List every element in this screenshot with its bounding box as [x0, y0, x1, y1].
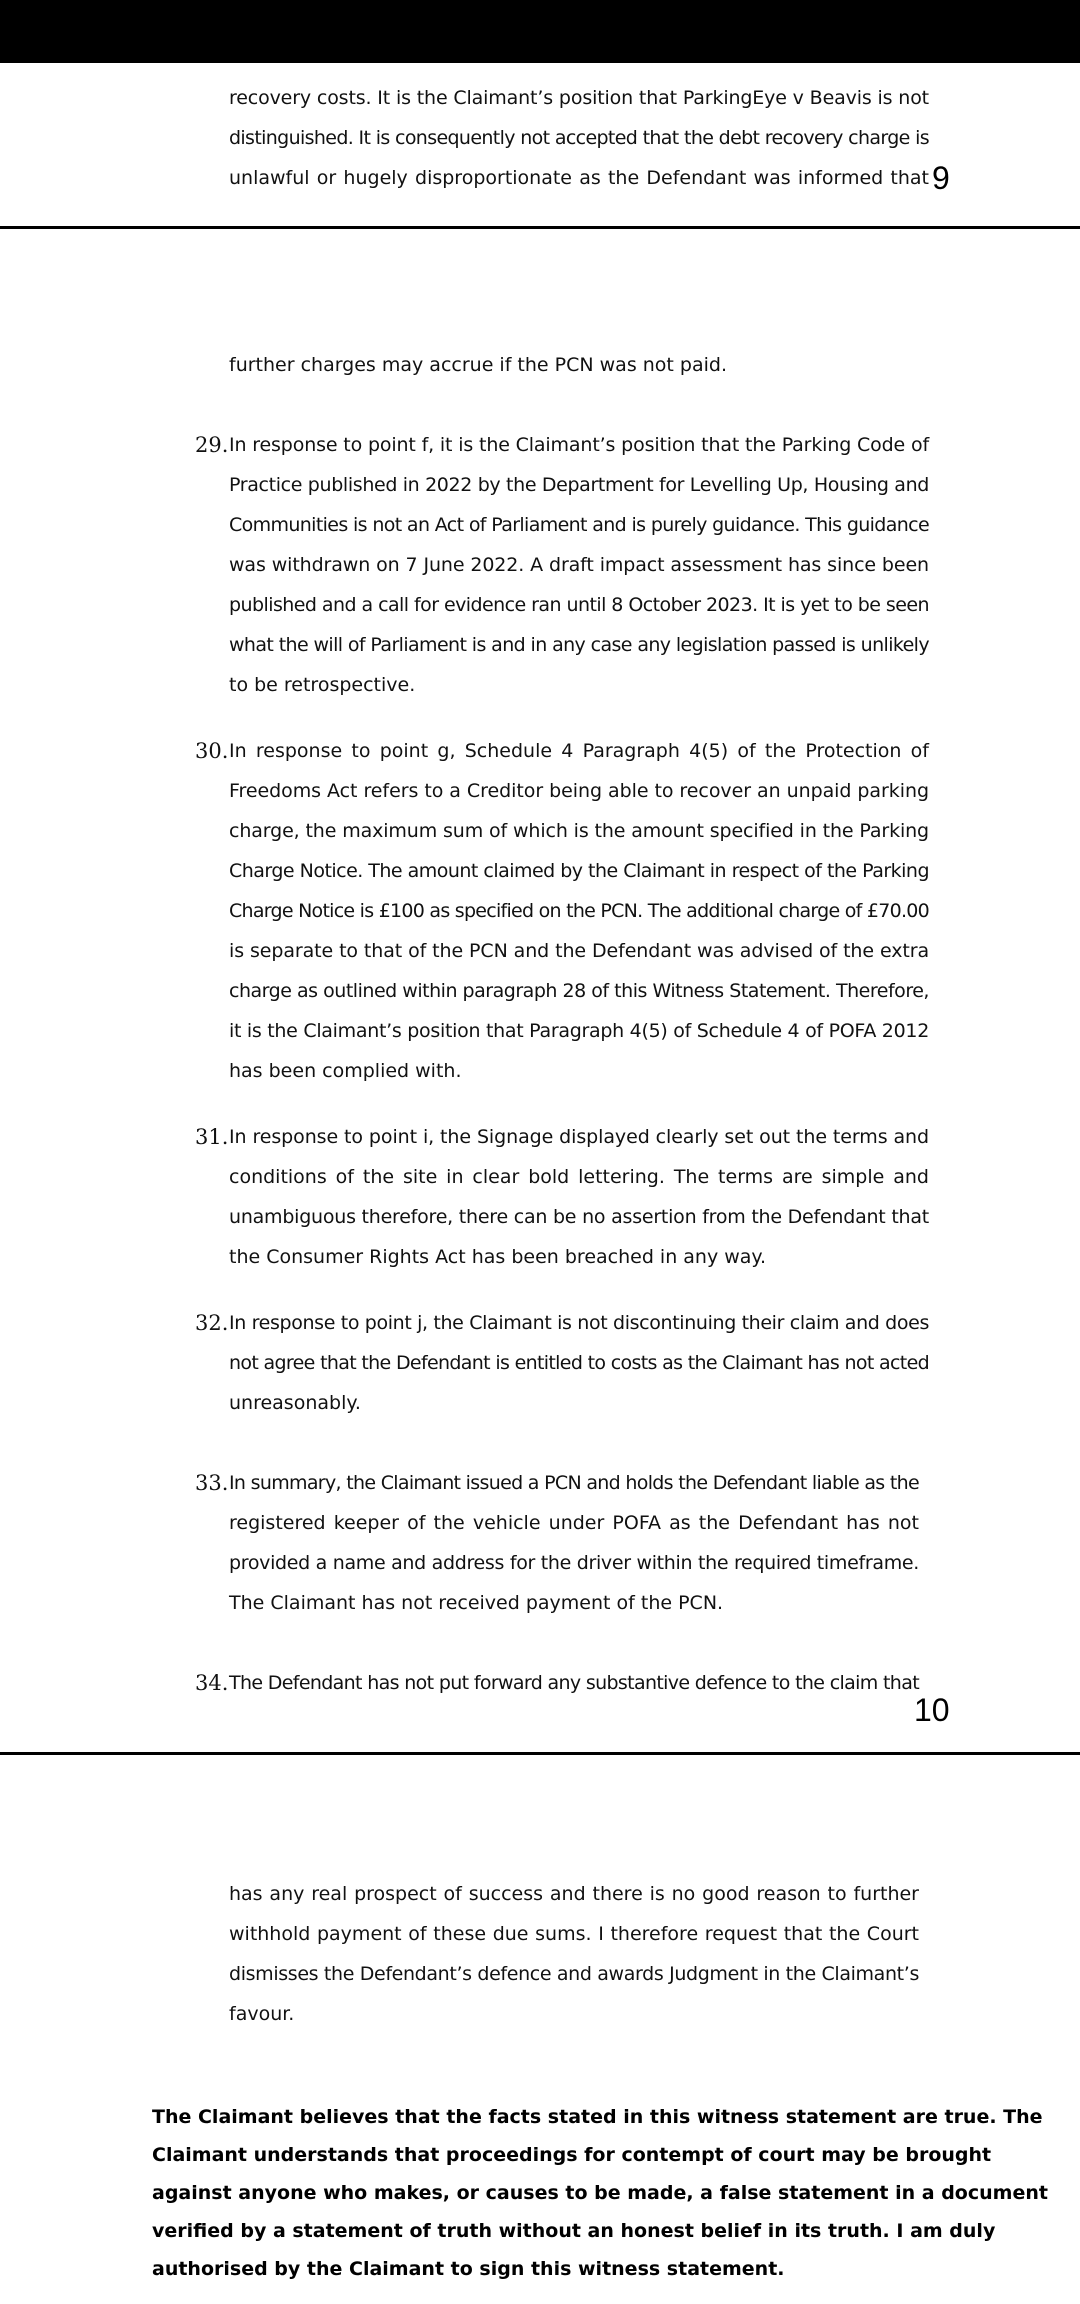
statement-of-truth-line: Claimant understands that proceedings for contempt of court may be brought	[152, 2144, 992, 2166]
text-line: the Consumer Rights Act has been breached in any way.	[229, 1246, 767, 1268]
text-line: unreasonably.	[229, 1392, 361, 1414]
paragraph-number: 33.	[195, 1471, 229, 1495]
text-line: Practice published in 2022 by the Department for Levelling Up, Housing and	[229, 474, 929, 496]
text-line: In response to point i, the Signage displayed clearly set out the terms and	[229, 1126, 929, 1148]
text-line: charge as outlined within paragraph 28 of this Witness Statement. Therefore,	[229, 980, 929, 1002]
text-line: is separate to that of the PCN and the Defendant was advised of the extra	[229, 940, 929, 962]
paragraph-number: 30.	[195, 739, 229, 763]
text-line: The Claimant has not received payment of the PCN.	[229, 1592, 724, 1614]
text-line: charge, the maximum sum of which is the amount specified in the Parking	[229, 820, 929, 842]
text-line: unlawful or hugely disproportionate as the Defendant was informed that	[229, 167, 929, 189]
text-line: published and a call for evidence ran until 8 October 2023. It is yet to be seen	[229, 594, 929, 616]
paragraph-number: 34.	[195, 1671, 229, 1695]
text-line: further charges may accrue if the PCN was not paid.	[229, 354, 727, 376]
text-line: Charge Notice. The amount claimed by the Claimant in respect of the Parking	[229, 860, 929, 882]
text-line: favour.	[229, 2003, 295, 2025]
text-line: what the will of Parliament is and in any case any legislation passed is unlikely	[229, 634, 929, 656]
page-number: 10	[914, 1692, 950, 1728]
statement-of-truth-line: against anyone who makes, or causes to be made, a false statement in a document	[152, 2182, 1048, 2204]
paragraph-number: 32.	[195, 1311, 229, 1335]
text-line: it is the Claimant’s position that Paragraph 4(5) of Schedule 4 of POFA 2012	[229, 1020, 929, 1042]
page-divider	[0, 1752, 1080, 1755]
page-number: 9	[932, 160, 950, 196]
text-line: In response to point j, the Claimant is not discontinuing their claim and does	[229, 1312, 929, 1334]
text-line: distinguished. It is consequently not accepted that the debt recovery charge is	[229, 127, 929, 149]
text-line: In response to point g, Schedule 4 Paragraph 4(5) of the Protection of	[229, 740, 929, 762]
text-line: to be retrospective.	[229, 674, 416, 696]
text-line: conditions of the site in clear bold lettering. The terms are simple and	[229, 1166, 929, 1188]
text-line: has any real prospect of success and there is no good reason to further	[229, 1883, 919, 1905]
text-line: Charge Notice is £100 as specified on the PCN. The additional charge of £70.00	[229, 900, 929, 922]
text-line: Freedoms Act refers to a Creditor being able to recover an unpaid parking	[229, 780, 929, 802]
statement-of-truth-line: authorised by the Claimant to sign this witness statement.	[152, 2258, 785, 2280]
top-status-bar	[0, 0, 1080, 63]
page-divider	[0, 226, 1080, 229]
text-line: Communities is not an Act of Parliament and is purely guidance. This guidance	[229, 514, 929, 536]
text-line: unambiguous therefore, there can be no assertion from the Defendant that	[229, 1206, 929, 1228]
statement-of-truth-line: verified by a statement of truth without an honest belief in its truth. I am duly	[152, 2220, 996, 2242]
paragraph-number: 31.	[195, 1125, 229, 1149]
text-line: recovery costs. It is the Claimant’s position that ParkingEye v Beavis is not	[229, 87, 929, 109]
text-line: not agree that the Defendant is entitled to costs as the Claimant has not acted	[229, 1352, 929, 1374]
text-line: was withdrawn on 7 June 2022. A draft impact assessment has since been	[229, 554, 929, 576]
text-line: registered keeper of the vehicle under POFA as the Defendant has not	[229, 1512, 919, 1534]
text-line: In summary, the Claimant issued a PCN and holds the Defendant liable as the	[229, 1472, 919, 1494]
text-line: provided a name and address for the driver within the required timeframe.	[229, 1552, 919, 1574]
text-line: withhold payment of these due sums. I therefore request that the Court	[229, 1923, 919, 1945]
text-line: The Defendant has not put forward any substantive defence to the claim that	[229, 1672, 919, 1694]
text-line: In response to point f, it is the Claimant’s position that the Parking Code of	[229, 434, 930, 456]
paragraph-number: 29.	[195, 433, 229, 457]
text-line: has been complied with.	[229, 1060, 462, 1082]
text-line: dismisses the Defendant’s defence and awards Judgment in the Claimant’s	[229, 1963, 919, 1985]
statement-of-truth-line: The Claimant believes that the facts stated in this witness statement are true. The	[152, 2106, 1043, 2128]
